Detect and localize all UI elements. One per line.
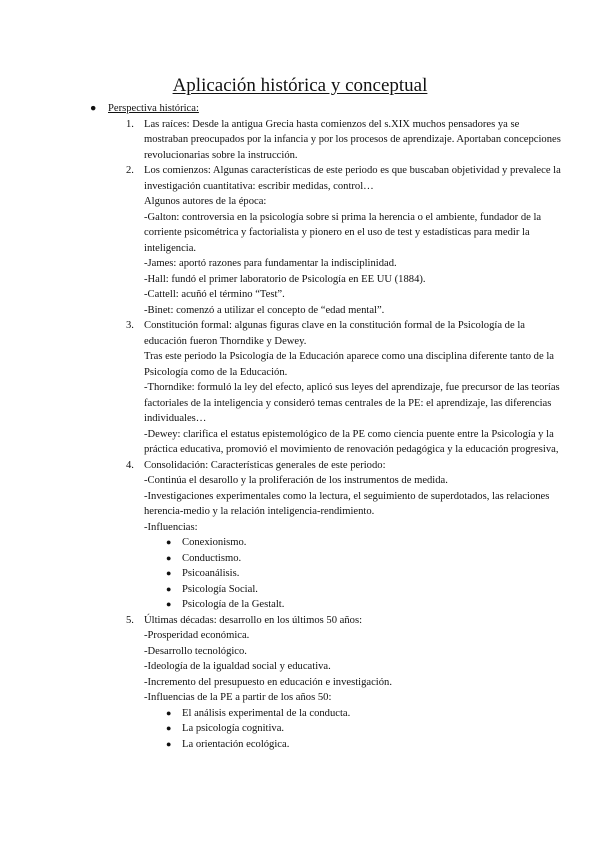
bullet-item [166,721,562,737]
item-text: -Galton: controversia en la psicología sobre si prima la herencia o el ambiente, fundador de la corriente psicométrica y factorialista y pionero en el uso de test y estadísticas para medir la inteligencia. [144,211,542,254]
item-text: -Desarrollo tecnológico. [144,645,247,657]
item-text: Algunos autores de la época: [144,196,267,207]
section-header [92,101,562,117]
bullet-item [166,535,562,551]
item-text: Tras este periodo la Psicología de la Educación aparece como una disciplina diferente tanto de la Psicología como de la Educación. [144,351,554,378]
bullet-item [166,566,562,582]
item-text: -Influencias: [144,521,198,533]
bullet-item [166,582,562,598]
bullet-dot-icon: ● [166,723,172,733]
list-item [92,458,562,613]
item-text: Consolidación: Características generales de este periodo: [144,459,386,471]
bullet-text: Conexionismo. [182,537,247,548]
bullet-dot-icon: ● [166,707,172,718]
list-item [92,318,562,458]
item-number: 2. [126,165,134,176]
item-text: -Investigaciones experimentales como la lectura, el seguimiento de superdotados, las relaciones herencia-medio y la relación inteligencia-rendimiento. [144,490,550,517]
item-text: Los comienzos: Algunas características de este periodo es que buscaban objetividad y prevalece la investigación cuantitativa: escribir medidas, control… [144,165,561,192]
bullet-dot-icon: ● [166,537,172,547]
item-text: -James: aportó razones para fundamentar la indisciplinidad. [144,258,397,269]
bullet-text: La orientación ecológica. [182,738,290,750]
item-text: -Cattell: acuñó el término “Test”. [144,289,285,300]
item-text: Las raíces: Desde la antigua Grecia hasta comienzos del s.XIX muchos pensadores ya se mostraban preocupados por la infancia y por los procesos de aprendizaje. Aportaban concepciones revolucionarias sobre la instrucción. [144,118,561,161]
bullet-list [166,535,562,613]
section-label: Perspectiva histórica: [108,103,199,114]
bullet-item [166,597,562,613]
item-text: -Thorndike: formuló la ley del efecto, aplicó sus leyes del aprendizaje, fue precursor de las teorías factoriales de la inteligencia y consideró temas centrales de la PE: el aprendizaje, las diferencias individuales… [144,382,560,424]
item-text: Últimas décadas: desarrollo en los últimos 50 años: [144,614,363,626]
section-perspectiva [92,101,562,752]
bullet-dot-icon: ● [166,599,172,609]
list-item [92,613,562,753]
item-number: 1. [126,118,134,130]
bullet-text: Psicología de la Gestalt. [182,599,285,610]
bullet-text: Psicología Social. [182,583,258,595]
item-text: -Binet: comenzó a utilizar el concepto de “edad mental”. [144,304,385,316]
item-number: 3. [126,320,134,331]
item-text: -Prosperidad económica. [144,630,250,641]
list-item [92,163,562,318]
bullet-text: Conductismo. [182,552,242,564]
bullet-dot-icon: ● [166,738,172,749]
bullet-item [166,737,562,753]
item-text: -Continúa el desarollo y la proliferación de los instrumentos de medida. [144,475,448,486]
bullet-item [166,551,562,567]
bullet-dot-icon: ● [166,568,172,578]
item-text: -Influencias de la PE a partir de los años 50: [144,692,332,703]
bullet-icon: ● [90,103,97,114]
item-number: 5. [126,614,134,626]
page-title: Aplicación histórica y conceptual [172,75,428,96]
bullet-dot-icon: ● [166,583,172,594]
item-text: Constitución formal: algunas figuras clave en la constitución formal de la Psicología de la educación fueron Thorndike y Dewey. [144,320,525,347]
bullet-dot-icon: ● [166,552,172,563]
item-text: -Incremento del presupuesto en educación e investigación. [144,676,392,688]
item-text: -Dewey: clarifica el estatus epistemológico de la PE como ciencia puente entre la Psicología y la práctica educativa, promovió el movimiento de renovación pedagógica y la educación progresiva, [144,428,559,455]
bullet-item [166,706,562,722]
bullet-text: El análisis experimental de la conducta. [182,707,351,719]
item-text: -Ideología de la igualdad social y educativa. [144,661,331,672]
bullet-list [166,706,562,753]
bullet-text: La psicología cognitiva. [182,723,285,734]
bullet-text: Psicoanálisis. [182,568,240,579]
item-text: -Hall: fundó el primer laboratorio de Psicología en EE UU (1884). [144,273,426,285]
item-number: 4. [126,459,134,471]
numbered-list [92,117,562,753]
list-item [92,117,562,164]
